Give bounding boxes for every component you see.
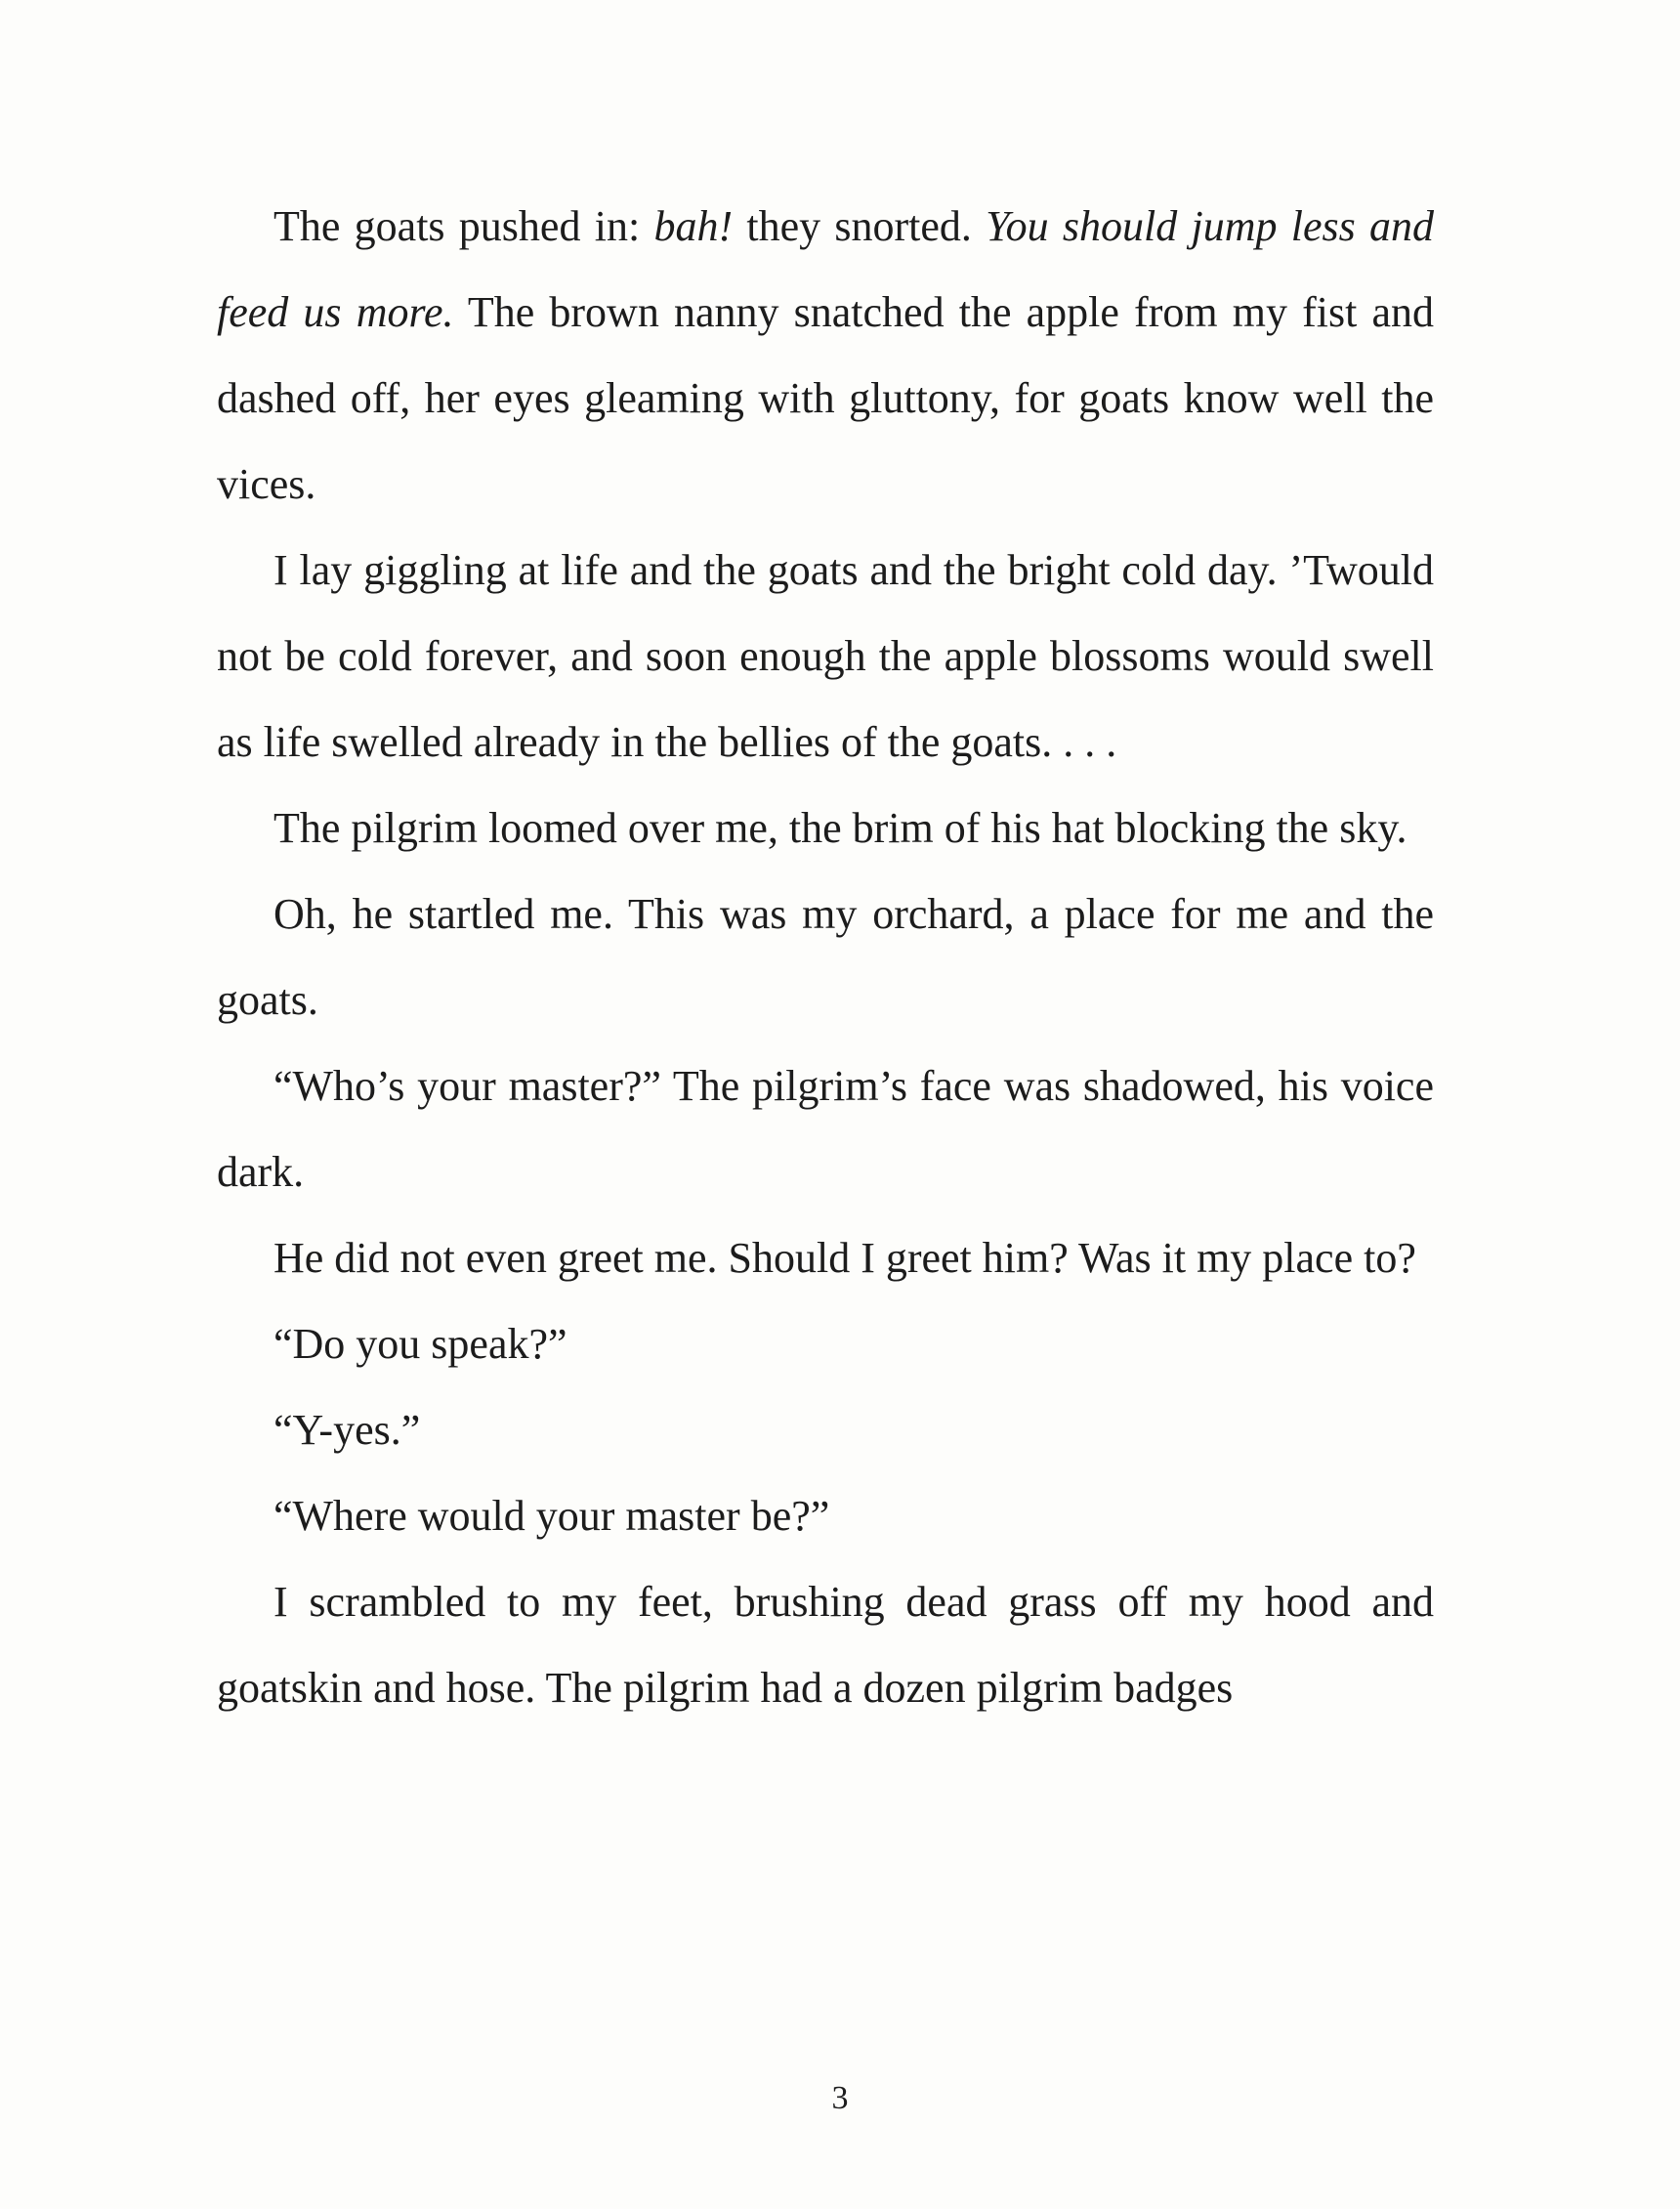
paragraph-4: Oh, he startled me. This was my orchard, a place for me and the goats. [217,890,1434,1024]
page-number: 3 [831,2080,849,2116]
paragraph-2: I lay giggling at life and the goats and the bright cold day. ’Twould not be cold forever, and soon enough the apple blossoms would swell as life swelled already in the bellies of the goats. . . . [217,546,1434,766]
paragraph-8: “Y-yes.” [273,1406,421,1454]
paragraph-7: “Do you speak?” [273,1320,567,1368]
paragraph-6: He did not even greet me. Should I greet him? Was it my place to? [273,1234,1416,1282]
paragraph-9: “Where would your master be?” [273,1492,830,1540]
body-text [217,184,1434,1731]
paragraph-3: The pilgrim loomed over me, the brim of his hat blocking the sky. [273,804,1407,852]
paragraph-10: I scrambled to my feet, brushing dead grass off my hood and goatskin and hose. The pilgrim had a dozen pilgrim badges [217,1578,1434,1712]
paragraph-1: The goats pushed in: bah! they snorted. You should jump less and feed us more. The brown nanny snatched the apple from my fist and dashed off, her eyes gleaming with gluttony, for goats know well the vices. [217,202,1434,508]
paragraph-5: “Who’s your master?” The pilgrim’s face was shadowed, his voice dark. [217,1062,1434,1196]
